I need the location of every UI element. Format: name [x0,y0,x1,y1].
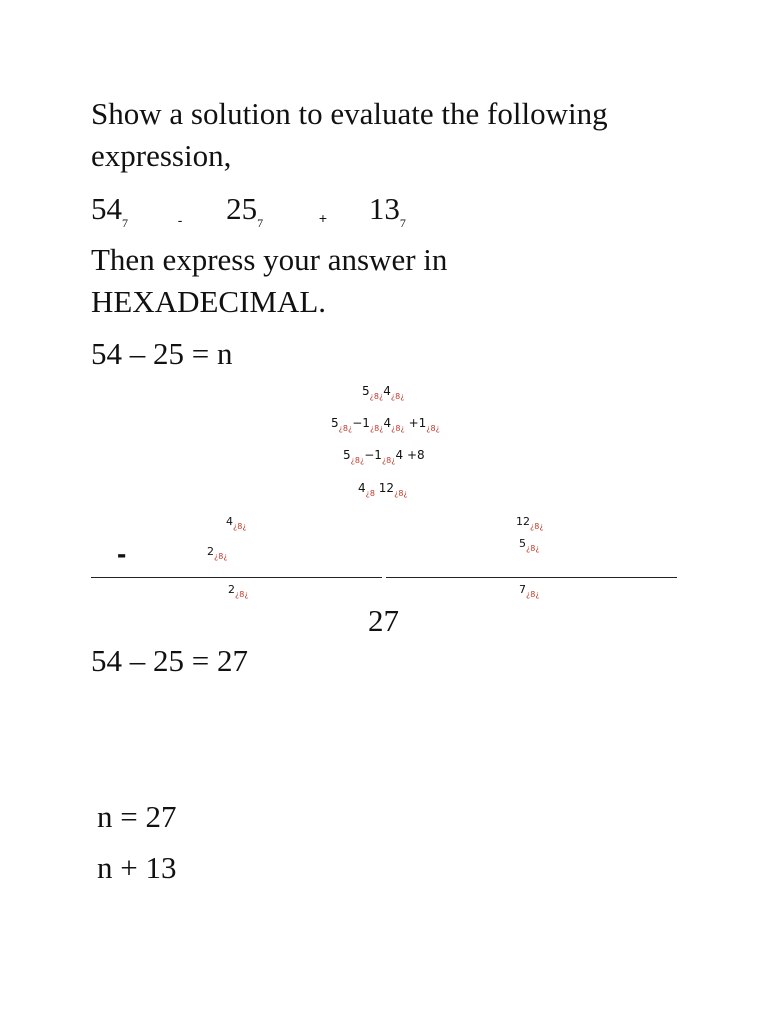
left-col-top [226,515,247,531]
operand-c-base: 7 [399,216,406,230]
operator-minus: - [177,212,183,228]
digit: +1 [404,416,427,430]
digit: 4 [383,416,392,430]
right-col-top [516,515,544,531]
right-col-result [519,583,540,599]
borrow-row-1 [362,384,405,401]
borrow-row-4 [358,481,408,498]
base-mark: ¿8¿ [526,590,540,599]
operand-b: 25 [226,191,258,226]
base-mark: ¿8¿ [369,424,384,433]
digit: −1 [364,448,382,462]
base-mark: ¿8¿ [350,456,365,465]
base-mark: ¿8¿ [233,522,247,531]
digit: 4 [226,515,233,528]
subtraction-line-left [91,577,382,578]
left-col-result [228,583,249,599]
step1-result-value: 27 [368,603,399,638]
base-mark: ¿8¿ [391,424,405,433]
digit: −1 [352,416,370,430]
base-mark: ¿8 [365,489,375,498]
problem-line-4: HEXADECIMAL. [91,284,327,319]
right-col-mid [519,537,540,553]
base-mark: ¿8¿ [530,522,544,531]
base-mark: ¿8¿ [381,456,396,465]
base-mark: ¿8¿ [526,544,540,553]
base-mark: ¿8¿ [214,552,228,561]
problem-line-2: expression, [91,138,232,173]
n-value: n = 27 [97,799,177,834]
minus-sign: - [117,538,127,569]
digit: 5 [343,448,351,462]
digit: 2 [228,583,235,596]
base-mark: ¿8¿ [390,392,405,401]
digit: 12 [374,481,395,495]
n-plus-13: n + 13 [97,850,177,885]
digit: 7 [519,583,526,596]
left-col-mid [207,545,228,561]
operand-b-base: 7 [257,216,264,230]
problem-line-1: Show a solution to evaluate the following [91,96,608,131]
digit: 4 [358,481,366,495]
borrow-row-2 [331,416,440,433]
digit: 4 [383,384,391,398]
digit: 4 +8 [395,448,425,462]
digit: 5 [331,416,339,430]
problem-line-3: Then express your answer in [91,242,448,277]
expression [91,191,406,233]
operand-a: 54 [91,191,122,226]
base-mark: ¿8¿ [369,392,384,401]
digit: 12 [516,515,530,528]
digit: 2 [207,545,214,558]
subtraction-line-right [386,577,677,578]
operand-c: 13 [368,191,400,226]
operator-plus: + [318,210,328,226]
digit: 5 [362,384,370,398]
base-mark: ¿8¿ [235,590,249,599]
base-mark: ¿8¿ [426,424,440,433]
operand-a-base: 7 [122,216,128,230]
borrow-row-3 [343,448,425,465]
step1-result-equation: 54 – 25 = 27 [91,643,248,678]
step1-heading: 54 – 25 = n [91,336,233,371]
base-mark: ¿8¿ [394,489,408,498]
digit: 5 [519,537,526,550]
base-mark: ¿8¿ [338,424,353,433]
